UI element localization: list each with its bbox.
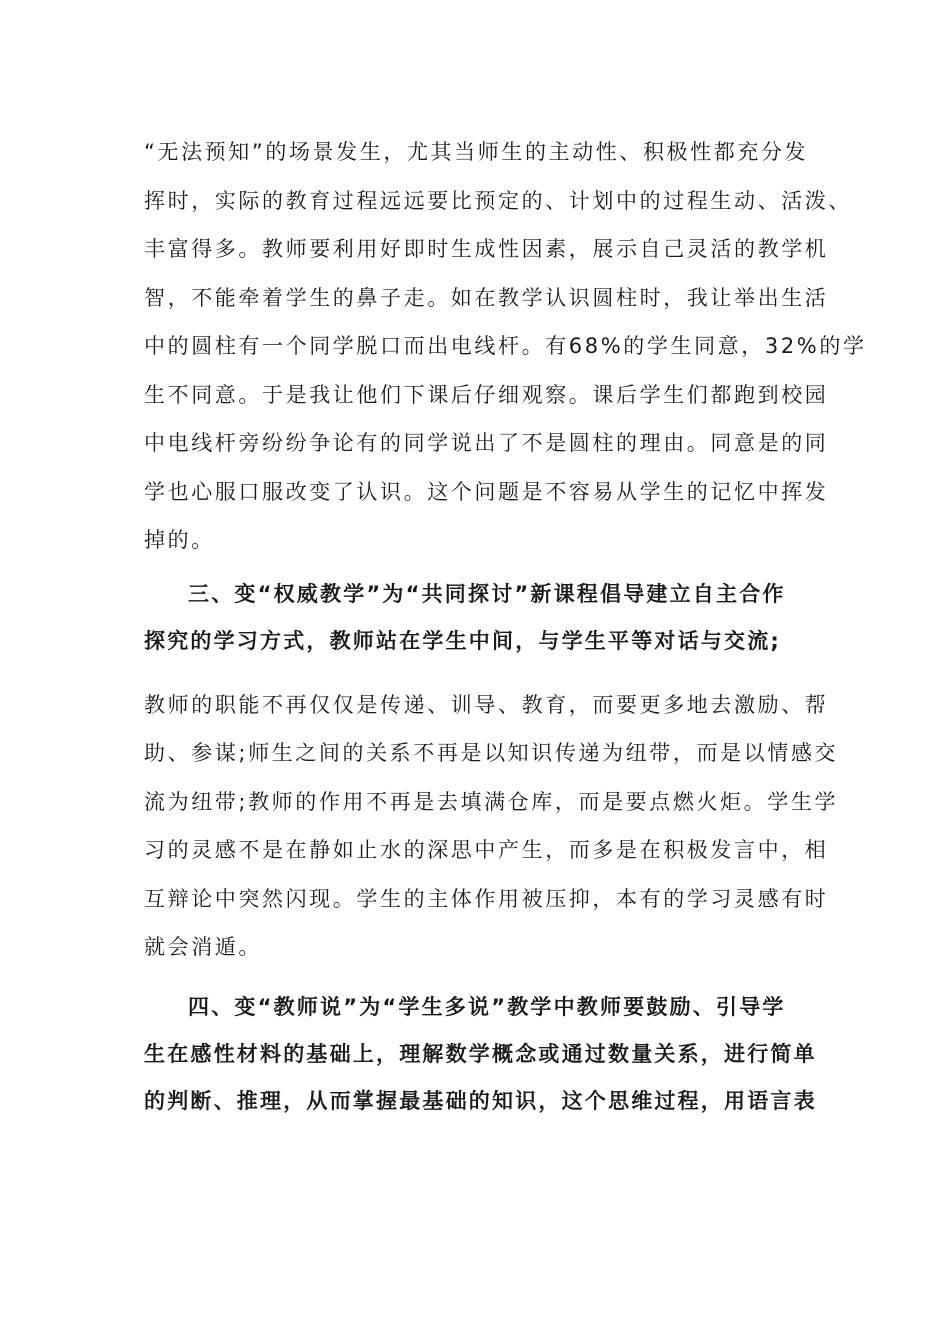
text-line: “无法预知”的场景发生，尤其当师生的主动性、积极性都充分发	[144, 140, 809, 164]
text-line: 习的灵感不是在静如止水的深思中产生，而多是在积极发言中，相	[144, 838, 829, 862]
text-line: 丰富得多。教师要利用好即时生成性因素，展示自己灵活的教学机	[144, 237, 829, 261]
text-line: 互辩论中突然闪现。学生的主体作用被压抑，本有的学习灵感有时	[144, 886, 829, 911]
text-line: 中的圆柱有一个同学脱口而出电线杆。有68%的学生同意，32%的学	[144, 334, 867, 358]
text-line: 助、参谋;师生之间的关系不再是以知识传递为纽带，而是以情感交	[144, 741, 839, 765]
heading-line: 三、变“权威教学”为“共同探讨”新课程倡导建立自主合作	[188, 581, 786, 606]
text-line: 中电线杆旁纷纷争论有的同学说出了不是圆柱的理由。同意是的同	[144, 431, 829, 455]
text-line: 学也心服口服改变了认识。这个问题是不容易从学生的记忆中挥发	[144, 479, 829, 504]
heading-line: 生在感性材料的基础上，理解数学概念或通过数量关系，进行简单	[144, 1041, 817, 1066]
text-line: 挥时，实际的教育过程远远要比预定的、计划中的过程生动、活泼、	[144, 188, 852, 213]
text-line: 就会消遁。	[144, 935, 262, 959]
text-line: 教师的职能不再仅仅是传递、训导、教育，而要更多地去激励、帮	[144, 692, 829, 717]
text-line: 智，不能牵着学生的鼻子走。如在教学认识圆柱时，我让举出生活	[144, 285, 829, 310]
document-content	[144, 128, 867, 1125]
text-line: 生不同意。于是我让他们下课后仔细观察。课后学生们都跑到校园	[144, 382, 829, 407]
heading-line: 四、变“教师说”为“学生多说”教学中教师要鼓励、引导学	[188, 994, 786, 1019]
text-line: 掉的。	[144, 528, 215, 552]
heading-line: 探究的学习方式，教师站在学生中间，与学生平等对话与交流;	[144, 628, 781, 653]
section-heading-three	[144, 571, 806, 665]
section-heading-four	[144, 984, 817, 1125]
paragraph-body-continued	[144, 128, 867, 565]
paragraph-body-three	[144, 681, 839, 972]
text-line: 流为纽带;教师的作用不再是去填满仓库，而是要点燃火炬。学生学	[144, 789, 839, 814]
heading-line: 的判断、推理，从而掌握最基础的知识，这个思维过程，用语言表	[144, 1088, 817, 1113]
